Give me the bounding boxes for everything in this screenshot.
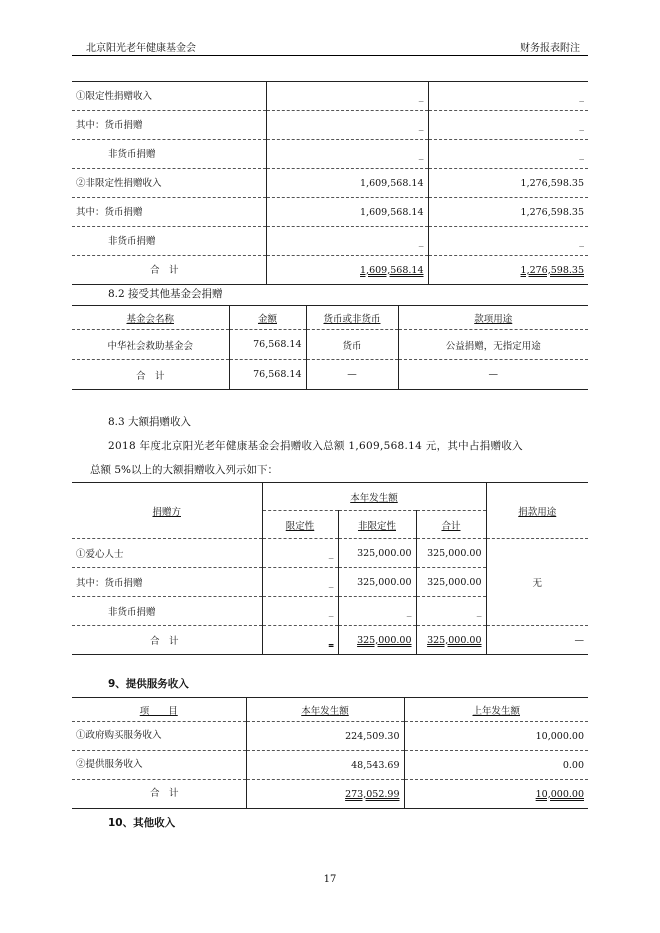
total-row [72,360,588,390]
header-current-year: 本年发生额 [301,705,349,717]
prior-year-total-value: 1,276,598.35 [520,264,584,276]
row-label: 非货币捐赠 [108,236,156,247]
col-header [72,483,262,539]
table-row [72,111,588,140]
current-year-cell: 1,609,568.14 [266,169,428,198]
table-row [72,722,588,751]
header-org: 北京阳光老年健康基金会 [86,43,196,54]
donor-cell: ①爱心人士 [72,539,262,568]
current-year-cell: _ [266,111,428,140]
col-header-group [262,483,486,511]
header-use: 捐款用途 [518,506,557,518]
total-row [72,626,588,655]
header-unrestricted: 非限定性 [357,520,396,532]
col-header [404,698,588,722]
page-header [72,35,588,56]
row-label: ①限定性捐赠收入 [76,91,153,102]
table-row [72,330,588,360]
col-header [229,306,306,330]
amount-total: 76,568.14 [229,360,306,390]
prior-year-cell: _ [579,148,584,160]
header-doc-title: 财务报表附注 [520,43,580,54]
donor-cell: 其中：货币捐赠 [72,568,262,597]
type-cell: 货币 [306,330,398,360]
section-9-title: 9、提供服务收入 [108,678,189,690]
donation-income-table [72,81,588,285]
unrestricted-total-value: 325,000.00 [357,634,412,646]
current-year-total-value: 273,052.99 [345,788,400,800]
current-year-cell: 48,543.69 [246,751,404,780]
col-header [398,306,588,330]
prior-year-total [428,256,588,285]
use-cell: 公益捐赠，无指定用途 [445,340,541,352]
current-year-total-value: 1,609,568.14 [360,264,424,276]
page-number: 17 [323,874,337,885]
col-header [306,306,398,330]
large-donation-table [72,482,588,655]
prior-year-total-value: 10,000.00 [535,788,584,800]
prior-year-cell: 1,276,598.35 [520,177,584,189]
item-cell: ②提供服务收入 [72,751,246,780]
prior-year-cell: 1,276,598.35 [520,206,584,218]
other-foundation-table [72,305,588,390]
unrestricted-cell: 325,000.00 [338,539,416,568]
col-subheader [338,511,416,539]
total-row [72,780,588,809]
table-row [72,227,588,256]
table-row [72,751,588,780]
table-row [72,539,588,568]
grand-total [416,626,486,655]
item-cell: ①政府购买服务收入 [72,722,246,751]
total-cell: 325,000.00 [416,568,486,597]
table-header-row [72,306,588,330]
current-year-total [266,256,428,285]
col-header [72,698,246,722]
total-label: 合 计 [72,360,229,390]
row-label: 其中：货币捐赠 [76,120,143,131]
header-donor: 捐赠方 [152,506,181,518]
foundation-cell: 中华社会救助基金会 [72,330,229,360]
service-income-table [72,697,588,809]
col-header [72,306,229,330]
total-cell: _ [416,597,486,626]
amount-cell: 76,568.14 [229,330,306,360]
type-total: — [306,360,398,390]
header-prior-year: 上年发生额 [472,705,520,717]
row-label: ②非限定性捐赠收入 [76,178,162,189]
current-year-total [246,780,404,809]
current-year-cell: _ [266,82,428,111]
section-8-3-text-line1: 2018 年度北京阳光老年健康基金会捐赠收入总额 1,609,568.14 元，其中占捐赠收入 [108,440,523,452]
header-current-year: 本年发生额 [350,492,398,504]
header-item: 项 目 [139,705,178,717]
section-8-2-title: 8.2 接受其他基金会捐赠 [108,288,223,300]
prior-year-cell: _ [579,119,584,131]
current-year-cell: _ [266,140,428,169]
header-total: 合计 [441,520,461,532]
use-total: — [488,369,498,380]
restricted-cell: _ [262,539,338,568]
prior-year-cell: 10,000.00 [535,730,584,742]
table-header-row [72,483,588,511]
header-foundation: 基金会名称 [126,313,174,325]
table-row [72,140,588,169]
current-year-cell: 1,609,568.14 [266,198,428,227]
table-row [72,198,588,227]
total-row [72,256,588,285]
current-year-cell: _ [266,227,428,256]
donor-cell: 非货币捐赠 [72,597,262,626]
restricted-total [262,626,338,655]
row-label: 非货币捐赠 [108,149,156,160]
col-subheader [262,511,338,539]
prior-year-cell: _ [579,235,584,247]
restricted-cell: _ [262,597,338,626]
header-type: 货币或非货币 [323,313,381,325]
total-label: 合 计 [72,780,246,809]
col-header [486,483,588,539]
total-cell: 325,000.00 [416,539,486,568]
unrestricted-cell: _ [338,597,416,626]
prior-year-cell: _ [579,90,584,102]
header-amount: 金额 [257,313,277,325]
table-row [72,82,588,111]
row-label: 其中：货币捐赠 [76,207,143,218]
header-use: 款项用途 [474,313,513,325]
table-header-row [72,698,588,722]
use-cell: 无 [486,539,588,626]
prior-year-total [404,780,588,809]
section-10-title: 10、其他收入 [108,817,176,829]
col-header [246,698,404,722]
use-total: — [574,634,584,646]
unrestricted-total [338,626,416,655]
unrestricted-cell: 325,000.00 [338,568,416,597]
restricted-total-value: _ [328,634,334,646]
section-8-3-title: 8.3 大额捐赠收入 [108,416,192,428]
current-year-cell: 224,509.30 [246,722,404,751]
total-label: 合 计 [72,626,262,655]
grand-total-value: 325,000.00 [427,634,482,646]
col-subheader [416,511,486,539]
total-label: 合 计 [150,265,179,276]
restricted-cell: _ [262,568,338,597]
header-restricted: 限定性 [285,520,315,532]
prior-year-cell: 0.00 [562,759,584,771]
table-row [72,169,588,198]
section-8-3-text-line2: 总额 5%以上的大额捐赠收入列示如下： [90,464,278,476]
